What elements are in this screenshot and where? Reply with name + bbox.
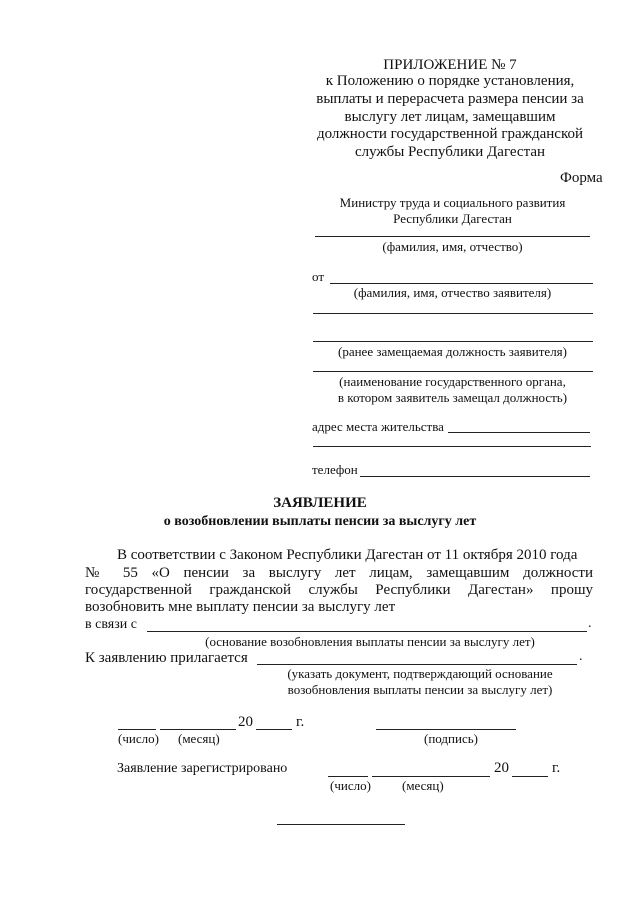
address-line-2[interactable] (313, 446, 591, 447)
document-subtitle: о возобновлении выплаты пенсии за выслугу лет (163, 514, 477, 529)
from-label: от (312, 269, 325, 284)
appendix-title: ПРИЛОЖЕНИЕ № 7 (383, 57, 517, 73)
applicant-fio-line[interactable] (330, 283, 593, 284)
signature-line[interactable] (376, 729, 516, 730)
attach-label: К заявлению прилагается (85, 650, 248, 666)
reason-dot: . (588, 616, 592, 631)
document-title: ЗАЯВЛЕНИЕ (273, 495, 367, 511)
reg-day-caption: (число) (330, 778, 371, 793)
attach-line[interactable] (257, 664, 577, 665)
signature-caption: (подпись) (424, 731, 478, 746)
attach-caption-1: (указать документ, подтверждающий основание (287, 666, 553, 681)
date-day-line[interactable] (118, 729, 156, 730)
reg-month-caption: (месяц) (402, 778, 444, 793)
address-label: адрес места жительства (312, 419, 444, 434)
reason-label: в связи с (85, 617, 137, 632)
date-day-caption: (число) (118, 731, 159, 746)
address-line-1[interactable] (448, 432, 590, 433)
appendix-line-5: службы Республики Дагестан (354, 144, 546, 160)
caption-applicant: (фамилия, имя, отчество заявителя) (353, 285, 552, 300)
reg-year-line[interactable] (512, 776, 548, 777)
fio-line[interactable] (315, 236, 590, 237)
reg-year-prefix: 20 (494, 760, 509, 776)
phone-label: телефон (312, 462, 358, 477)
appendix-line-2: выплаты и перерасчета размера пенсии за (316, 91, 584, 107)
date-year-line[interactable] (256, 729, 292, 730)
body-line-3: государственной гражданской службы Республики Дагестан» прошу (85, 582, 593, 598)
caption-organ-1: (наименование государственного органа, (339, 374, 566, 389)
date-year-prefix: 20 (238, 714, 253, 730)
reason-caption: (основание возобновления выплаты пенсии за выслугу лет) (205, 634, 535, 649)
caption-organ-2: в котором заявитель замещал должность) (337, 390, 568, 405)
date-year-suffix: г. (296, 714, 305, 730)
body-line-4: возобновить мне выплату пенсии за выслугу лет (85, 599, 396, 615)
body-line-1: В соответствии с Законом Республики Дагестан от 11 октября 2010 года (117, 547, 578, 563)
date-month-line[interactable] (160, 729, 236, 730)
caption-fio: (фамилия, имя, отчество) (382, 239, 523, 254)
reg-day-line[interactable] (328, 776, 368, 777)
phone-line[interactable] (360, 476, 590, 477)
caption-position: (ранее замещаемая должность заявителя) (338, 344, 567, 359)
reg-month-line[interactable] (372, 776, 490, 777)
date-month-caption: (месяц) (178, 731, 220, 746)
form-label: Форма (560, 170, 603, 186)
reg-year-suffix: г. (552, 760, 561, 776)
reason-line[interactable] (147, 631, 587, 632)
footer-divider (277, 824, 405, 825)
position-line-2[interactable] (313, 341, 593, 342)
addressee-line-2: Республики Дагестан (393, 211, 512, 226)
registration-label: Заявление зарегистрировано (117, 761, 288, 776)
appendix-line-4: должности государственной гражданской (316, 126, 584, 142)
organ-line[interactable] (313, 371, 593, 372)
attach-caption-2: возобновления выплаты пенсии за выслугу лет) (287, 682, 553, 697)
body-line-2: № 55 «О пенсии за выслугу лет лицам, замещавшим должности (85, 565, 593, 581)
appendix-line-1: к Положению о порядке установления, (325, 73, 575, 89)
attach-dot: . (579, 649, 583, 664)
appendix-line-3: выслугу лет лицам, замещавшим (344, 109, 556, 125)
addressee-line-1: Министру труда и социального развития (339, 195, 566, 210)
position-line-1[interactable] (313, 313, 593, 314)
